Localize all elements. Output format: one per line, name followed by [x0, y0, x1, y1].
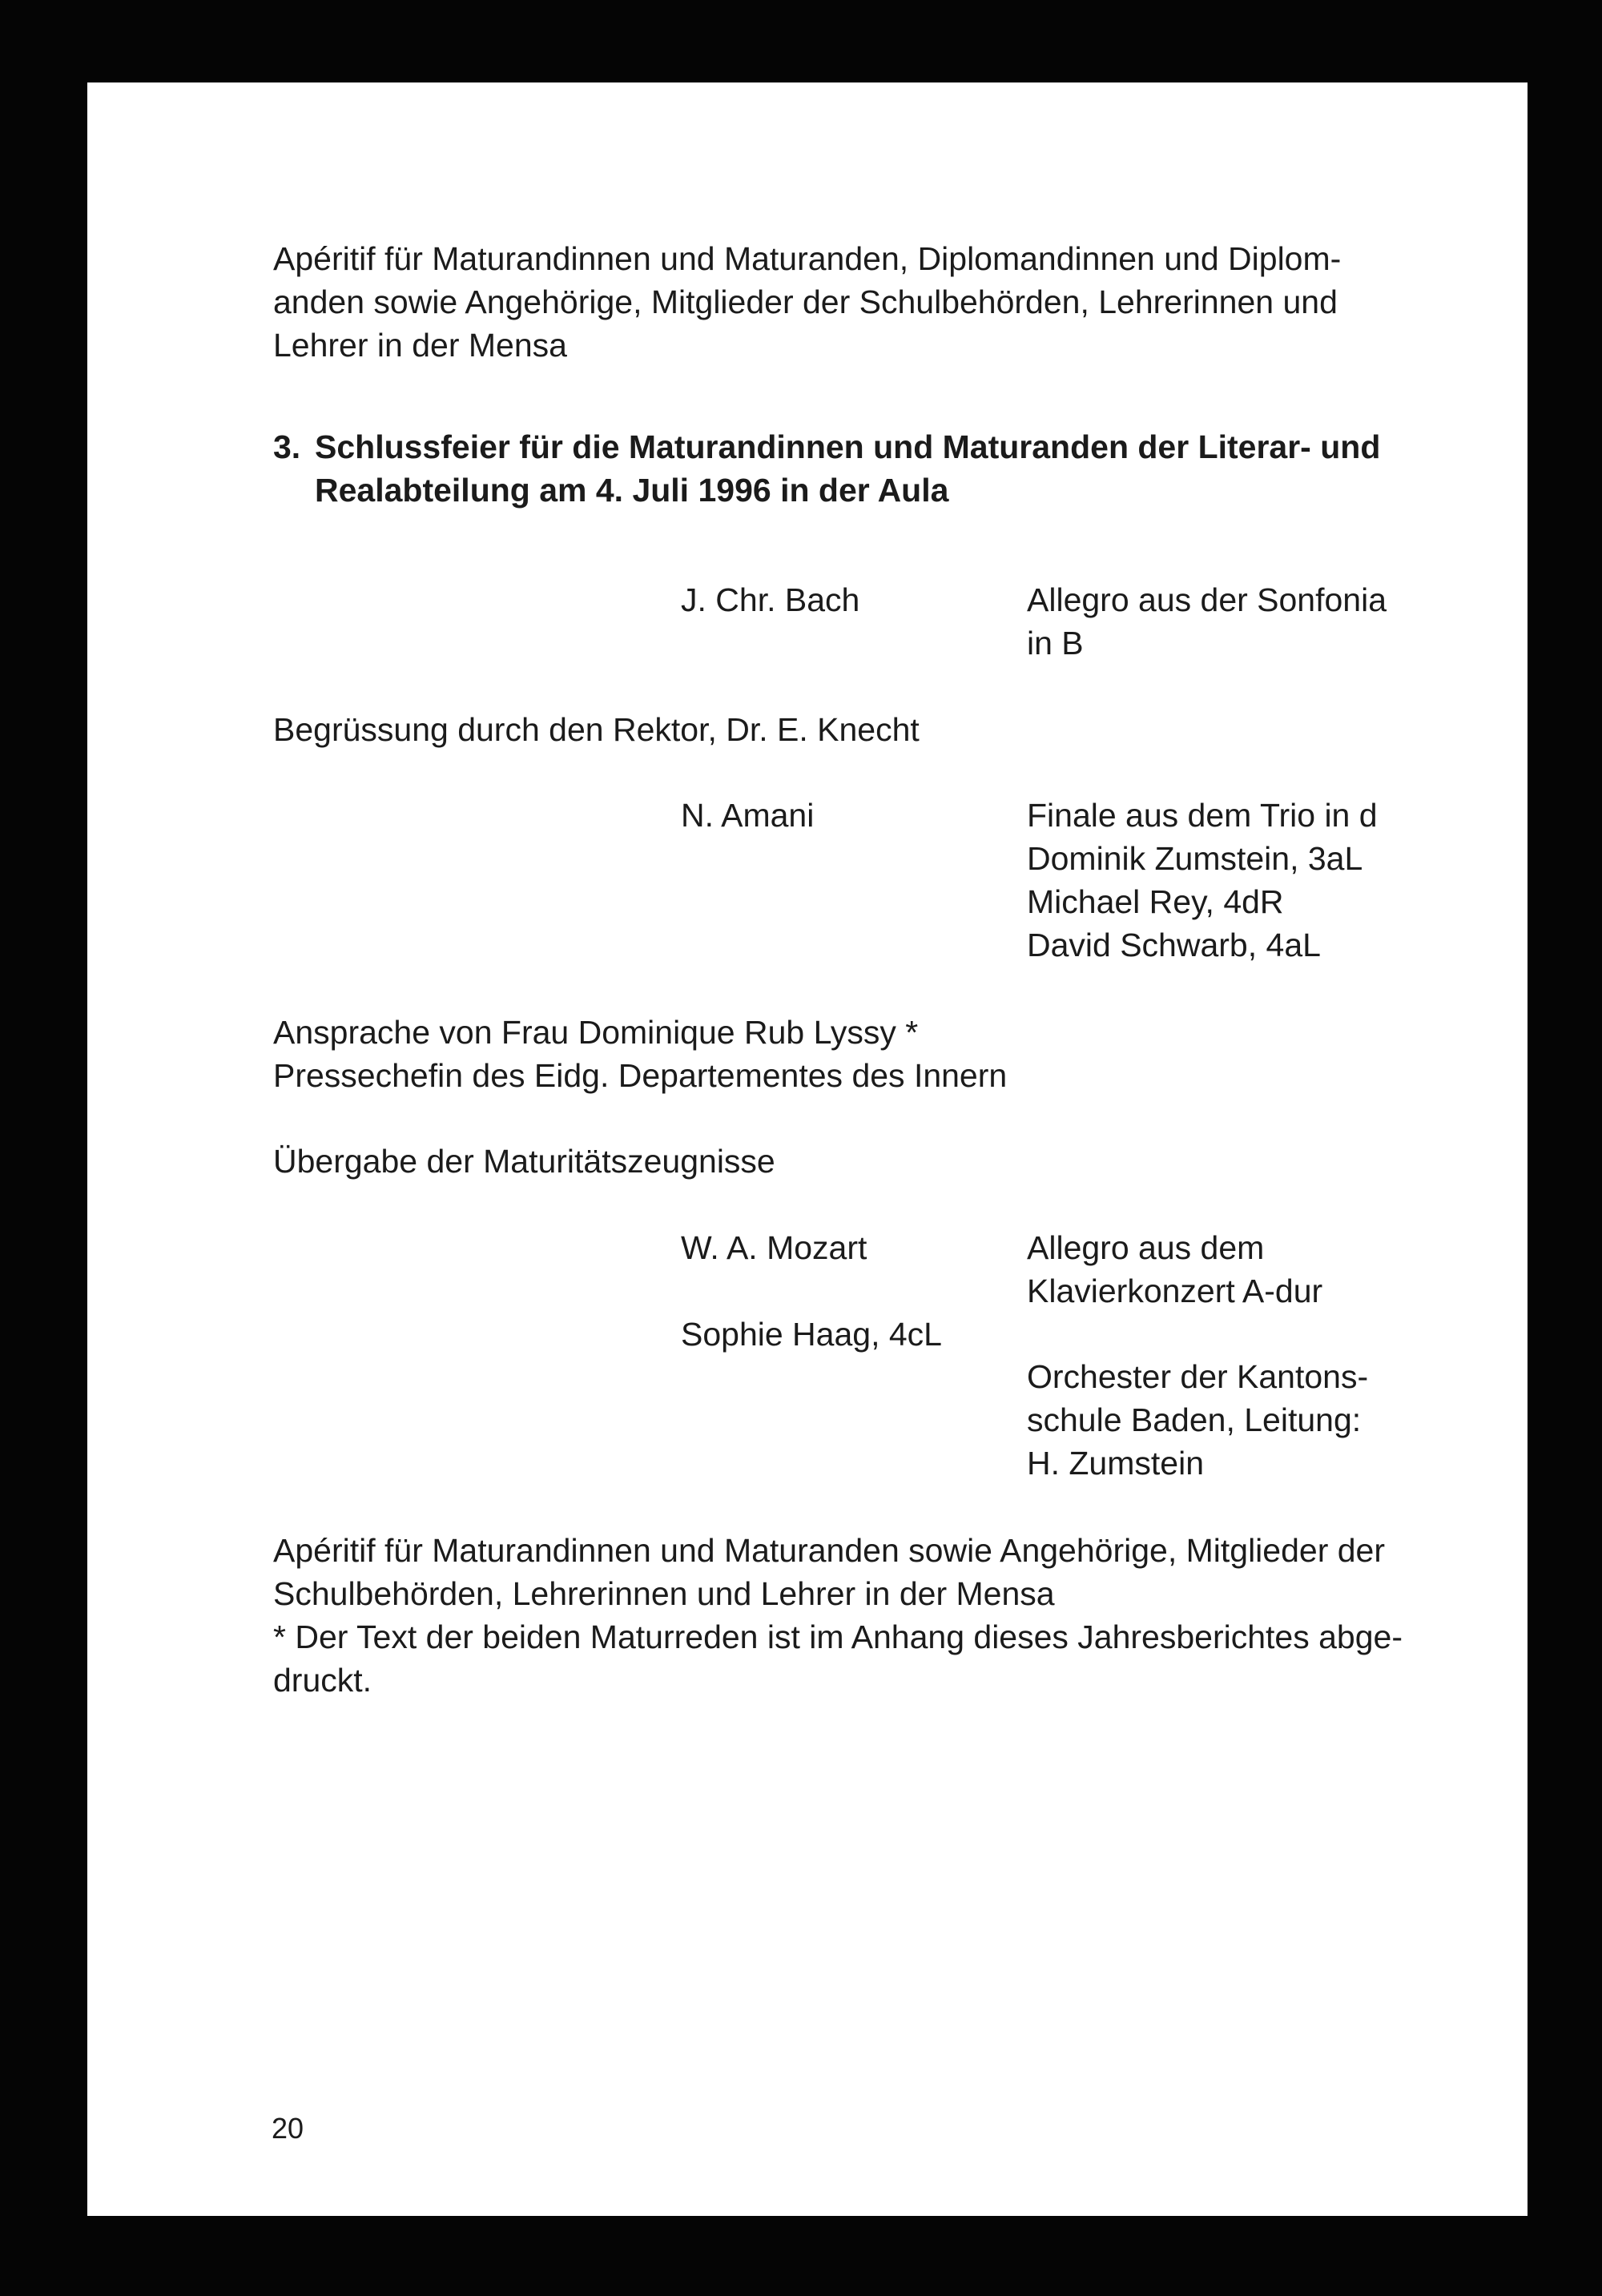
speech-line: Ansprache von Frau Dominique Rub Lyssy * [273, 1014, 919, 1051]
composer-name: W. A. Mozart [681, 1229, 867, 1266]
welcome-text: Begrüssung durch den Rektor, Dr. E. Knecht [273, 711, 920, 748]
text-line: Lehrer in der Mensa [273, 327, 567, 364]
piece-title: Klavierkonzert A-dur [1027, 1273, 1323, 1309]
piece-title: Allegro aus der Sonfonia [1027, 581, 1387, 618]
heading-line: Schlussfeier für die Maturandinnen und Maturanden der Literar- und [315, 428, 1381, 465]
heading-line: Realabteilung am 4. Juli 1996 in der Aula [315, 472, 949, 509]
orchestra-line: Orchester der Kantons- [1027, 1358, 1369, 1395]
soloist-name: Sophie Haag, 4cL [681, 1316, 942, 1353]
program-speech [273, 1011, 1007, 1097]
program-welcome [273, 708, 920, 751]
performer-name: Michael Rey, 4dR [1027, 883, 1284, 920]
text-line: anden sowie Angehörige, Mitglieder der Schulbehörden, Lehrerinnen und [273, 283, 1338, 320]
section-number: 3. [273, 428, 301, 465]
section-heading [273, 425, 1380, 512]
footnote-line: * Der Text der beiden Maturreden ist im Anhang dieses Jahresberichtes abge- [273, 1618, 1403, 1655]
program-handover [273, 1140, 775, 1183]
composer-name: J. Chr. Bach [681, 581, 860, 618]
performer-name: Dominik Zumstein, 3aL [1027, 840, 1363, 877]
orchestra-line: schule Baden, Leitung: [1027, 1401, 1362, 1438]
composer-name: N. Amani [681, 797, 815, 834]
handover-text: Übergabe der Maturitätszeugnisse [273, 1143, 775, 1180]
text-line: Apéritif für Maturandinnen und Maturanden sowie Angehörige, Mitglieder der [273, 1532, 1385, 1569]
piece-title: Finale aus dem Trio in d [1027, 797, 1378, 834]
piece-title: in B [1027, 625, 1084, 661]
aperitif-closing-paragraph [273, 1529, 1385, 1615]
piece-title: Allegro aus dem [1027, 1229, 1265, 1266]
footnote-line: druckt. [273, 1662, 372, 1699]
footnote [273, 1615, 1403, 1702]
speech-line: Pressechefin des Eidg. Departementes des Innern [273, 1057, 1008, 1094]
text-line: Schulbehörden, Lehrerinnen und Lehrer in der Mensa [273, 1575, 1055, 1612]
performer-name: David Schwarb, 4aL [1027, 927, 1321, 963]
page-number: 20 [272, 2112, 304, 2145]
document-page [87, 82, 1528, 2216]
text-line: Apéritif für Maturandinnen und Maturanden, Diplomandinnen und Diplom- [273, 240, 1342, 277]
orchestra-line: H. Zumstein [1027, 1445, 1204, 1482]
aperitif-intro-paragraph [273, 237, 1341, 367]
